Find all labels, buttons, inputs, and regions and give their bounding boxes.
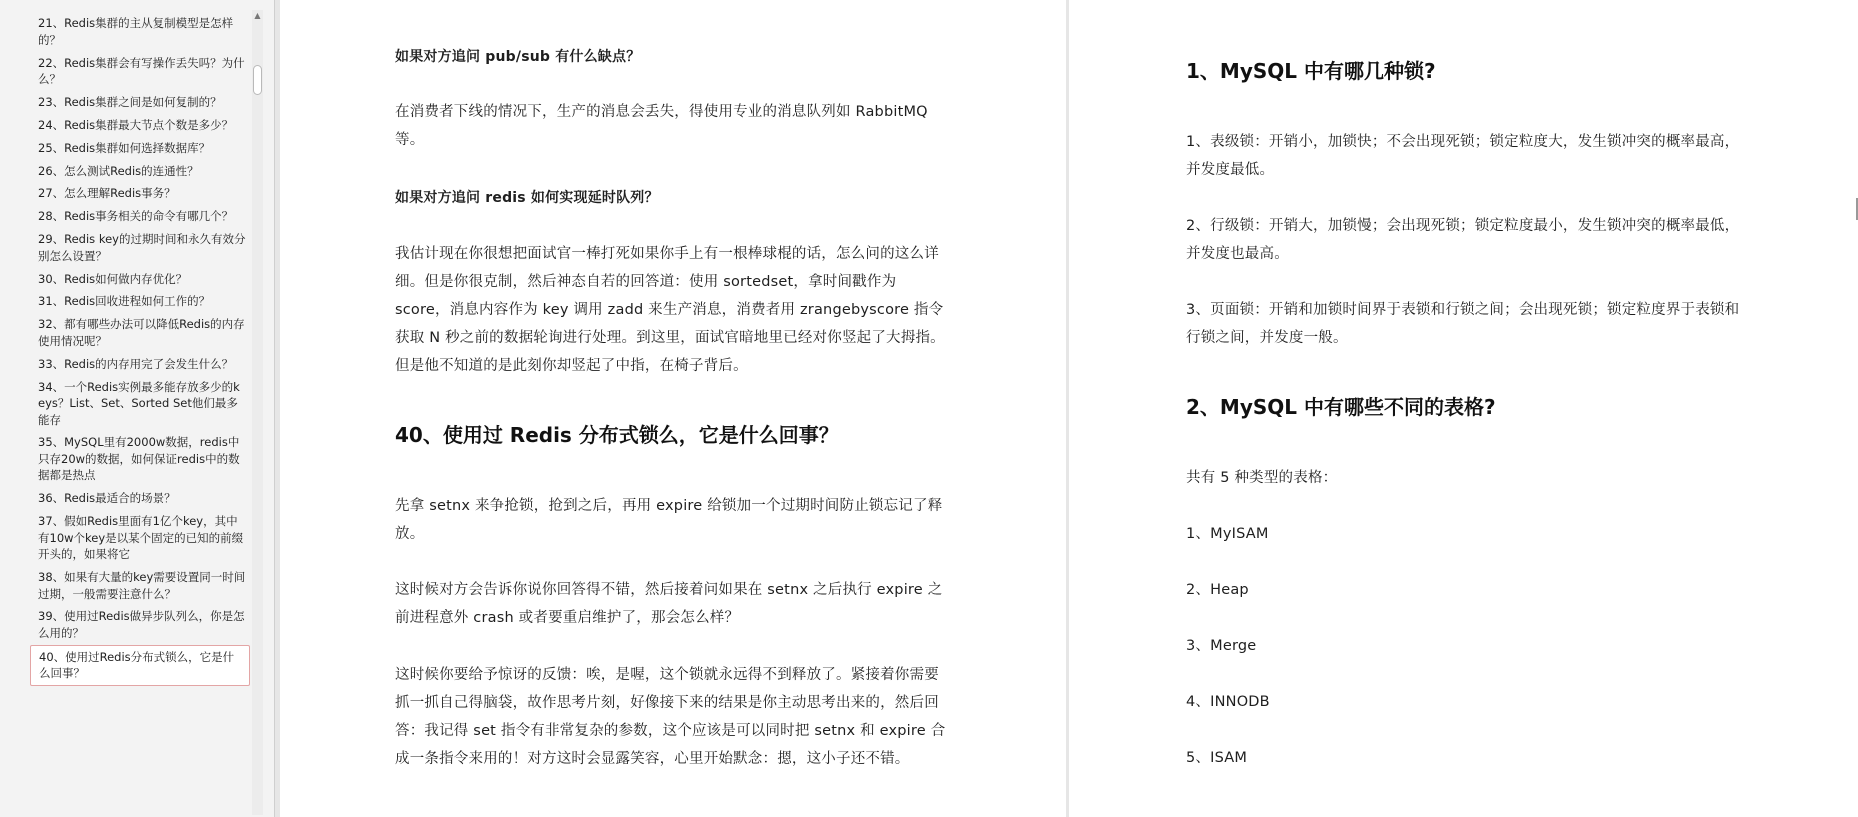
sidebar-scrollbar[interactable]	[252, 10, 263, 815]
paragraph-setnx: 先拿 setnx 来争抢锁，抢到之后，再用 expire 给锁加一个过期时间防止锁忘记了释放。	[395, 498, 943, 542]
toc-item[interactable]: 38、如果有大量的key需要设置同一时间过期，一般需要注意什么？	[38, 570, 246, 601]
lock-item-page: 3、页面锁：开销和加锁时间界于表锁和行锁之间；会出现死锁；锁定粒度界于表锁和行锁之间，并发度一般。	[1186, 302, 1740, 346]
paragraph-crash-question: 这时候对方会告诉你说你回答得不错，然后接着问如果在 setnx 之后执行 expire 之前进程意外 crash 或者要重启维护了，那会怎么样？	[395, 582, 943, 626]
toc-sidebar	[0, 0, 275, 817]
toc-item[interactable]: 31、Redis回收进程如何工作的？	[38, 294, 211, 309]
followup-question-pubsub: 如果对方追问 pub/sub 有什么缺点？	[395, 49, 641, 65]
toc-item[interactable]: 37、假如Redis里面有1亿个key，其中有10w个key是以某个固定的已知的前缀开头的，如果将它	[38, 514, 244, 562]
table-type-2: 2、Heap	[1186, 582, 1249, 598]
toc-item[interactable]: 25、Redis集群如何选择数据库？	[38, 140, 211, 155]
heading-q40: 40、使用过 Redis 分布式锁么，它是什么回事？	[395, 423, 839, 447]
toc-item[interactable]: 34、一个Redis实例最多能存放多少的keys？List、Set、Sorted Set他们最多能存	[38, 379, 240, 427]
toc-item[interactable]: 29、Redis key的过期时间和永久有效分别怎么设置？	[38, 232, 246, 263]
toc-item[interactable]: 21、Redis集群的主从复制模型是怎样的？	[38, 16, 234, 47]
toc-item[interactable]: 35、MySQL里有2000w数据，redis中只存20w的数据，如何保证redis中的数据都是热点	[38, 435, 240, 483]
tables-intro: 共有 5 种类型的表格：	[1186, 470, 1338, 486]
table-type-5: 5、ISAM	[1186, 750, 1248, 766]
scroll-thumb[interactable]	[253, 65, 262, 95]
toc-item[interactable]: 28、Redis事务相关的命令有哪几个？	[38, 209, 234, 224]
lock-item-row: 2、行级锁：开销大，加锁慢；会出现死锁；锁定粒度最小，发生锁冲突的概率最低，并发度也最高。	[1186, 218, 1740, 262]
toc-item[interactable]: 24、Redis集群最大节点个数是多少？	[38, 117, 234, 132]
document-page-left	[280, 0, 1066, 817]
toc-list	[38, 12, 250, 686]
toc-item[interactable]: 30、Redis如何做内存优化？	[38, 271, 188, 286]
lock-item-table: 1、表级锁：开销小，加锁快；不会出现死锁；锁定粒度大，发生锁冲突的概率最高，并发度最低。	[1186, 134, 1740, 178]
document-page-right	[1069, 0, 1858, 817]
heading-mysql-locks: 1、MySQL 中有哪几种锁?	[1186, 59, 1436, 83]
table-type-3: 3、Merge	[1186, 638, 1257, 654]
toc-item[interactable]: 23、Redis集群之间是如何复制的？	[38, 94, 222, 109]
toc-item[interactable]: 36、Redis最适合的场景？	[38, 491, 176, 506]
scroll-up-icon[interactable]: ▲	[254, 11, 261, 20]
table-type-1: 1、MyISAM	[1186, 526, 1269, 542]
toc-item[interactable]: 39、使用过Redis做异步队列么，你是怎么用的？	[38, 609, 245, 640]
toc-item[interactable]: 40、使用过Redis分布式锁么，它是什么回事？	[30, 645, 250, 686]
toc-item[interactable]: 26、怎么测试Redis的连通性？	[38, 163, 199, 178]
paragraph-delay-queue-answer: 我估计现在你很想把面试官一棒打死如果你手上有一根棒球棍的话，怎么问的这么详细。但是你很克制，然后神态自若的回答道：使用 sortedset，拿时间戳作为 score，消息内容作为 key 调用 zadd 来生产消息，消费者用 zrangebyscore 指令获取 N 秒之前的数据轮询进行处理。到这里，面试官暗地里已经对你竖起了大拇指。但是他不知道的是此刻你却竖起了中指，在椅子背后。	[395, 246, 945, 374]
heading-mysql-tables: 2、MySQL 中有哪些不同的表格?	[1186, 395, 1496, 419]
toc-item[interactable]: 27、怎么理解Redis事务？	[38, 186, 176, 201]
table-type-4: 4、INNODB	[1186, 694, 1270, 710]
toc-item[interactable]: 22、Redis集群会有写操作丢失吗？为什么？	[38, 55, 245, 87]
paragraph-pubsub-answer: 在消费者下线的情况下，生产的消息会丢失，得使用专业的消息队列如 RabbitMQ 等。	[395, 104, 928, 148]
paragraph-set-answer: 这时候你要给予惊讶的反馈：唉，是喔，这个锁就永远得不到释放了。紧接着你需要抓一抓自己得脑袋，故作思考片刻，好像接下来的结果是你主动思考出来的，然后回答：我记得 set 指令有非常复杂的参数，这个应该是可以同时把 setnx 和 expire 合成一条指令来用的！对方这时会显露笑容，心里开始默念：摁，这小子还不错。	[395, 667, 946, 767]
toc-item[interactable]: 33、Redis的内存用完了会发生什么？	[38, 356, 234, 371]
toc-item[interactable]: 32、都有哪些办法可以降低Redis的内存使用情况呢？	[38, 317, 245, 348]
followup-question-delay-queue: 如果对方追问 redis 如何实现延时队列？	[395, 190, 659, 206]
